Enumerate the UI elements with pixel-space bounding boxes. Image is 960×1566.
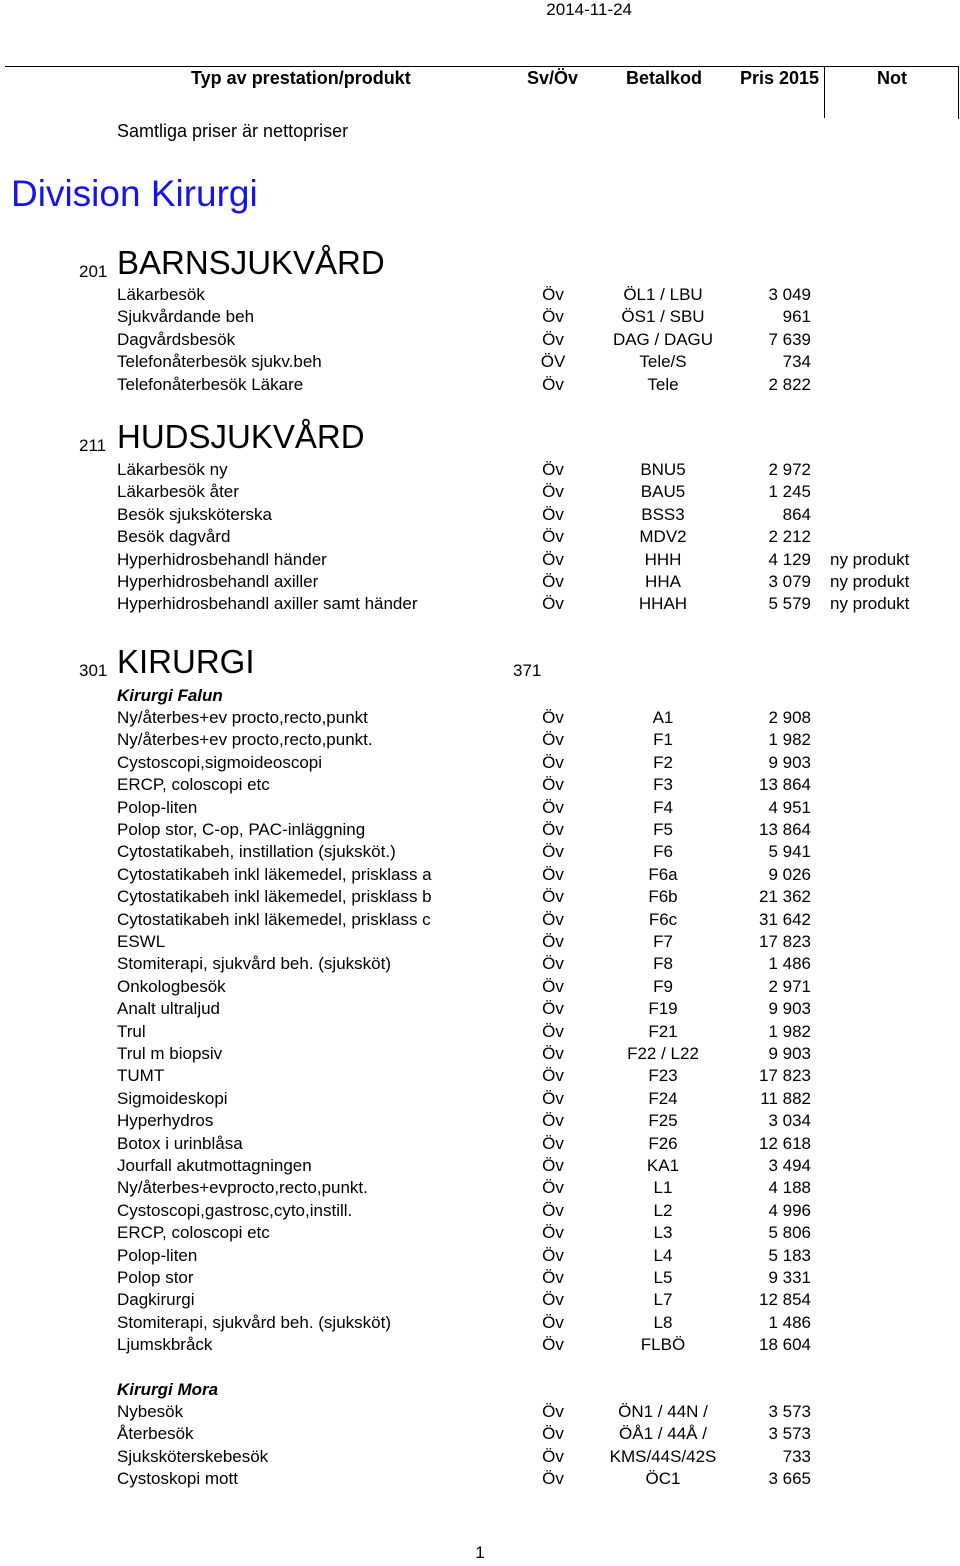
payment-code: F9	[653, 976, 673, 996]
payment-code: BSS3	[641, 504, 685, 524]
payment-code: F19	[648, 999, 678, 1019]
price-value: 2 212	[768, 527, 811, 547]
sv-ov-value: Öv	[542, 1066, 564, 1086]
service-name: Polop stor, C-op, PAC-inläggning	[117, 820, 366, 839]
service-name: Sigmoideskopi	[117, 1088, 228, 1108]
table-row	[0, 865, 960, 887]
table-row	[0, 708, 960, 730]
subsection-title: Kirurgi Mora	[117, 1380, 219, 1399]
table-row	[0, 932, 960, 954]
payment-code: HHH	[644, 549, 682, 569]
service-name: Botox i urinblåsa	[117, 1133, 243, 1153]
service-name: Läkarbesök ny	[117, 460, 228, 479]
payment-code: ÖC1	[645, 1469, 681, 1489]
table-row	[0, 887, 960, 909]
sv-ov-value: Öv	[542, 1446, 564, 1466]
service-name: ERCP, coloscopi etc	[117, 775, 270, 795]
table-row	[0, 527, 960, 549]
service-name: Dagvårdsbesök	[117, 329, 236, 349]
payment-code: ÖL1 / LBU	[623, 285, 703, 304]
service-name: TUMT	[117, 1066, 165, 1086]
service-name: Återbesök	[117, 1424, 194, 1444]
division-title: Division Kirurgi	[11, 173, 258, 214]
price-value: 1 982	[768, 730, 811, 750]
table-row	[0, 1402, 960, 1424]
table-row	[0, 482, 960, 504]
sv-ov-value: Öv	[542, 329, 564, 349]
table-row	[0, 594, 960, 616]
sv-ov-value: Öv	[542, 1402, 564, 1421]
payment-code: BAU5	[640, 482, 686, 502]
table-row	[0, 1066, 960, 1088]
sv-ov-value: Öv	[542, 1268, 564, 1287]
service-name: Besök sjuksköterska	[117, 504, 272, 524]
sv-ov-value: Öv	[542, 1223, 564, 1243]
table-row	[0, 352, 960, 374]
table-row	[0, 1111, 960, 1133]
table-row	[0, 1424, 960, 1446]
service-name: ERCP, coloscopi etc	[117, 1223, 270, 1243]
sv-ov-value: Öv	[542, 594, 564, 614]
table-row	[0, 910, 960, 932]
price-value: 3 573	[768, 1402, 811, 1421]
sv-ov-value: Öv	[542, 954, 564, 974]
price-value: 3 049	[768, 285, 811, 304]
payment-code: L2	[653, 1200, 673, 1220]
payment-code: FLBÖ	[640, 1335, 686, 1355]
sv-ov-value: Öv	[542, 932, 564, 951]
payment-code: A1	[652, 708, 674, 727]
price-value: 1 486	[768, 1312, 811, 1332]
service-name: Trul	[117, 1021, 146, 1041]
note-value: ny produkt	[830, 549, 910, 569]
payment-code: MDV2	[639, 527, 687, 547]
service-name: Dagkirurgi	[117, 1290, 195, 1310]
sv-ov-value: Öv	[542, 1021, 564, 1041]
price-value: 3 079	[768, 572, 811, 591]
payment-code: L5	[653, 1268, 673, 1287]
price-value: 4 129	[768, 549, 811, 569]
service-name: Trul m biopsiv	[117, 1044, 223, 1063]
note-value: ny produkt	[830, 594, 910, 614]
payment-code: HHA	[645, 572, 681, 591]
sv-ov-value: Öv	[542, 549, 564, 569]
sv-ov-value: Öv	[542, 752, 564, 772]
price-value: 2 822	[768, 374, 811, 394]
sv-ov-value: Öv	[542, 842, 564, 862]
price-value: 9 903	[768, 999, 811, 1019]
service-name: Hyperhidrosbehandl axiller	[117, 572, 319, 591]
sv-ov-value: Öv	[542, 1200, 564, 1220]
table-row	[0, 572, 960, 594]
price-value: 864	[782, 504, 811, 524]
sv-ov-value: Öv	[542, 1156, 564, 1175]
sv-ov-value: Öv	[542, 572, 564, 591]
price-value: 4 188	[768, 1178, 811, 1198]
price-value: 13 864	[759, 775, 811, 795]
table-row	[0, 753, 960, 775]
price-value: 12 854	[759, 1290, 811, 1310]
sv-ov-value: Öv	[542, 504, 564, 524]
table-row	[0, 1447, 960, 1469]
price-value: 31 642	[759, 909, 811, 929]
price-value: 5 183	[768, 1245, 811, 1265]
payment-code: F26	[648, 1133, 678, 1153]
sv-ov-value: Öv	[542, 527, 564, 547]
table-row	[0, 1156, 960, 1178]
table-row	[0, 1201, 960, 1223]
payment-code: F4	[653, 797, 673, 817]
payment-code: F23	[648, 1066, 678, 1086]
service-name: Cystoscopi,sigmoideoscopi	[117, 752, 323, 772]
price-value: 2 972	[768, 460, 811, 479]
table-row	[0, 1089, 960, 1111]
section-title: HUDSJUKVÅRD	[117, 418, 365, 455]
table-row	[0, 1246, 960, 1268]
service-name: Nybesök	[117, 1402, 184, 1421]
price-value: 3 573	[768, 1424, 811, 1444]
service-name: Cytostatikabeh inkl läkemedel, prisklass a	[117, 864, 432, 884]
price-value: 734	[782, 352, 811, 372]
payment-code: KA1	[646, 1156, 680, 1175]
price-value: 3 665	[768, 1469, 811, 1489]
payment-code: F21	[648, 1021, 678, 1041]
note-value: ny produkt	[830, 572, 910, 591]
price-value: 9 026	[768, 864, 811, 884]
table-row	[0, 730, 960, 752]
service-name: Hyperhydros	[117, 1111, 214, 1131]
sv-ov-value: Öv	[542, 797, 564, 817]
service-name: Jourfall akutmottagningen	[117, 1156, 312, 1175]
sv-ov-value: Öv	[542, 909, 564, 929]
net-price-note: Samtliga priser är nettopriser	[117, 121, 349, 141]
sv-ov-value: Öv	[542, 1088, 564, 1108]
price-value: 2 971	[768, 976, 811, 996]
payment-code: Tele	[647, 374, 679, 394]
service-name: Sjuksköterskebesök	[117, 1446, 269, 1466]
page-number: 1	[475, 1543, 485, 1562]
sv-ov-value: Öv	[542, 976, 564, 996]
table-row	[0, 1335, 960, 1357]
payment-code: F1	[653, 730, 673, 750]
sv-ov-value: Öv	[542, 999, 564, 1019]
sv-ov-value: Öv	[542, 482, 564, 502]
section-code: 211	[79, 436, 107, 455]
table-row	[0, 1134, 960, 1156]
sv-ov-value: Öv	[542, 307, 564, 327]
payment-code: F6	[653, 842, 673, 862]
payment-code: F2	[653, 752, 673, 772]
payment-code: F6b	[648, 887, 678, 907]
payment-code: F7	[653, 932, 673, 951]
service-name: Besök dagvård	[117, 527, 231, 547]
price-value: 7 639	[768, 329, 811, 349]
section-title: BARNSJUKVÅRD	[117, 244, 385, 281]
price-value: 18 604	[759, 1335, 811, 1355]
service-name: Cystoskopi mott	[117, 1469, 238, 1489]
sv-ov-value: Öv	[542, 1290, 564, 1310]
table-row	[0, 1178, 960, 1200]
sv-ov-value: Öv	[542, 374, 564, 394]
table-row	[0, 375, 960, 397]
price-value: 1 486	[768, 954, 811, 974]
sv-ov-value: Öv	[542, 285, 564, 304]
payment-code: L8	[653, 1312, 673, 1332]
section-code: 201	[79, 262, 108, 281]
price-value: 11 882	[760, 1088, 811, 1108]
table-row	[0, 1268, 960, 1290]
table-row	[0, 460, 960, 482]
price-value: 17 823	[759, 932, 811, 951]
payment-code: F8	[653, 954, 673, 974]
price-value: 17 823	[759, 1066, 811, 1086]
payment-code: F22 / L22	[627, 1044, 699, 1063]
service-name: ESWL	[117, 932, 166, 951]
section-extra-code: 371	[513, 661, 542, 680]
payment-code: F5	[653, 820, 673, 839]
price-value: 1 982	[768, 1021, 811, 1041]
header-divider	[824, 66, 825, 118]
payment-code: DAG / DAGU	[612, 329, 714, 349]
service-name: Analt ultraljud	[117, 999, 221, 1019]
section-code: 301	[79, 661, 108, 680]
table-row	[0, 330, 960, 352]
sv-ov-value: Öv	[542, 887, 564, 907]
sv-ov-value: Öv	[542, 1245, 564, 1265]
header-sv: Sv/Öv	[527, 68, 579, 88]
table-row	[0, 1044, 960, 1066]
header-product: Typ av prestation/produkt	[191, 68, 411, 88]
price-value: 5 941	[768, 842, 811, 862]
service-name: Sjukvårdande beh	[117, 307, 255, 327]
price-value: 4 951	[768, 797, 811, 817]
service-name: Polop-liten	[117, 1245, 198, 1265]
sv-ov-value: Öv	[542, 1044, 564, 1063]
price-value: 4 996	[768, 1200, 811, 1220]
section-title: KIRURGI	[117, 643, 255, 680]
sv-ov-value: Öv	[542, 1133, 564, 1153]
price-value: 21 362	[759, 887, 811, 907]
header-code: Betalkod	[626, 68, 703, 88]
price-value: 13 864	[759, 820, 811, 839]
service-name: Läkarbesök	[117, 285, 205, 304]
payment-code: L7	[653, 1290, 673, 1310]
subsection-title: Kirurgi Falun	[117, 686, 223, 705]
table-row	[0, 285, 960, 307]
sv-ov-value: Öv	[542, 460, 564, 479]
sv-ov-value: Öv	[542, 864, 564, 884]
table-row	[0, 775, 960, 797]
table-row	[0, 954, 960, 976]
sv-ov-value: Öv	[542, 775, 564, 795]
sv-ov-value: Öv	[542, 1424, 564, 1444]
payment-code: F3	[653, 775, 673, 795]
sv-ov-value: Öv	[542, 1469, 564, 1489]
sv-ov-value: ÖV	[540, 352, 566, 372]
sv-ov-value: Öv	[542, 820, 564, 839]
price-value: 5 806	[768, 1223, 811, 1243]
service-name: Polop-liten	[117, 797, 198, 817]
service-name: Ljumskbråck	[117, 1335, 213, 1355]
payment-code: Tele/S	[639, 352, 687, 372]
price-value: 2 908	[768, 708, 811, 727]
service-name: Telefonåterbesök Läkare	[117, 374, 304, 394]
sv-ov-value: Öv	[542, 708, 564, 727]
service-name: Läkarbesök åter	[117, 482, 239, 502]
price-value: 3 034	[768, 1111, 811, 1131]
payment-code: F24	[648, 1088, 678, 1108]
service-name: Stomiterapi, sjukvård beh. (sjuksköt)	[117, 1312, 391, 1332]
table-row	[0, 1469, 960, 1491]
price-value: 9 903	[768, 1044, 811, 1063]
service-name: Ny/återbes+ev procto,recto,punkt	[117, 708, 368, 727]
service-name: Hyperhidrosbehandl händer	[117, 549, 327, 569]
table-row	[0, 1223, 960, 1245]
price-value: 9 331	[768, 1268, 811, 1287]
table-row	[0, 1313, 960, 1335]
price-value: 961	[782, 307, 811, 327]
table-row	[0, 842, 960, 864]
payment-code: L4	[653, 1245, 673, 1265]
service-name: Cystoscopi,gastrosc,cyto,instill.	[117, 1200, 353, 1220]
service-name: Telefonåterbesök sjukv.beh	[117, 352, 322, 372]
service-name: Cytostatikabeh inkl läkemedel, prisklass c	[117, 909, 431, 929]
sv-ov-value: Öv	[542, 1111, 564, 1131]
service-name: Ny/återbes+evprocto,recto,punkt.	[117, 1178, 368, 1198]
header-note: Not	[877, 68, 907, 88]
payment-code: L3	[653, 1223, 673, 1243]
table-row	[0, 307, 960, 329]
payment-code: ÖÅ1 / 44Å /	[619, 1424, 707, 1444]
service-name: Hyperhidrosbehandl axiller samt händer	[117, 594, 418, 614]
sv-ov-value: Öv	[542, 730, 564, 750]
service-name: Ny/återbes+ev procto,recto,punkt.	[117, 730, 373, 750]
payment-code: L1	[653, 1178, 673, 1198]
table-row	[0, 1022, 960, 1044]
payment-code: BNU5	[640, 460, 686, 479]
table-row	[0, 505, 960, 527]
payment-code: ÖS1 / SBU	[621, 307, 705, 327]
service-name: Cytostatikabeh inkl läkemedel, prisklass b	[117, 887, 432, 907]
payment-code: HHAH	[638, 594, 688, 614]
price-value: 3 494	[768, 1156, 811, 1175]
sv-ov-value: Öv	[542, 1178, 564, 1198]
price-value: 9 903	[768, 752, 811, 772]
table-row	[0, 977, 960, 999]
table-row	[0, 550, 960, 572]
payment-code: ÖN1 / 44N /	[618, 1402, 708, 1421]
price-value: 12 618	[759, 1133, 811, 1153]
price-value: 5 579	[768, 594, 811, 614]
table-row	[0, 820, 960, 842]
payment-code: KMS/44S/42S	[609, 1446, 717, 1466]
table-row	[0, 999, 960, 1021]
payment-code: F6a	[648, 864, 678, 884]
sv-ov-value: Öv	[542, 1335, 564, 1355]
table-row	[0, 798, 960, 820]
sv-ov-value: Öv	[542, 1312, 564, 1332]
document-date: 2014-11-24	[546, 0, 632, 19]
table-row	[0, 1290, 960, 1312]
price-value: 733	[782, 1446, 811, 1466]
price-value: 1 245	[768, 482, 811, 502]
header-price: Pris 2015	[740, 68, 820, 88]
service-name: Onkologbesök	[117, 976, 226, 996]
payment-code: F25	[648, 1111, 678, 1131]
service-name: Cytostatikabeh, instillation (sjuksköt.)	[117, 842, 396, 862]
payment-code: F6c	[648, 909, 678, 929]
service-name: Stomiterapi, sjukvård beh. (sjuksköt)	[117, 954, 391, 974]
service-name: Polop stor	[117, 1268, 194, 1287]
